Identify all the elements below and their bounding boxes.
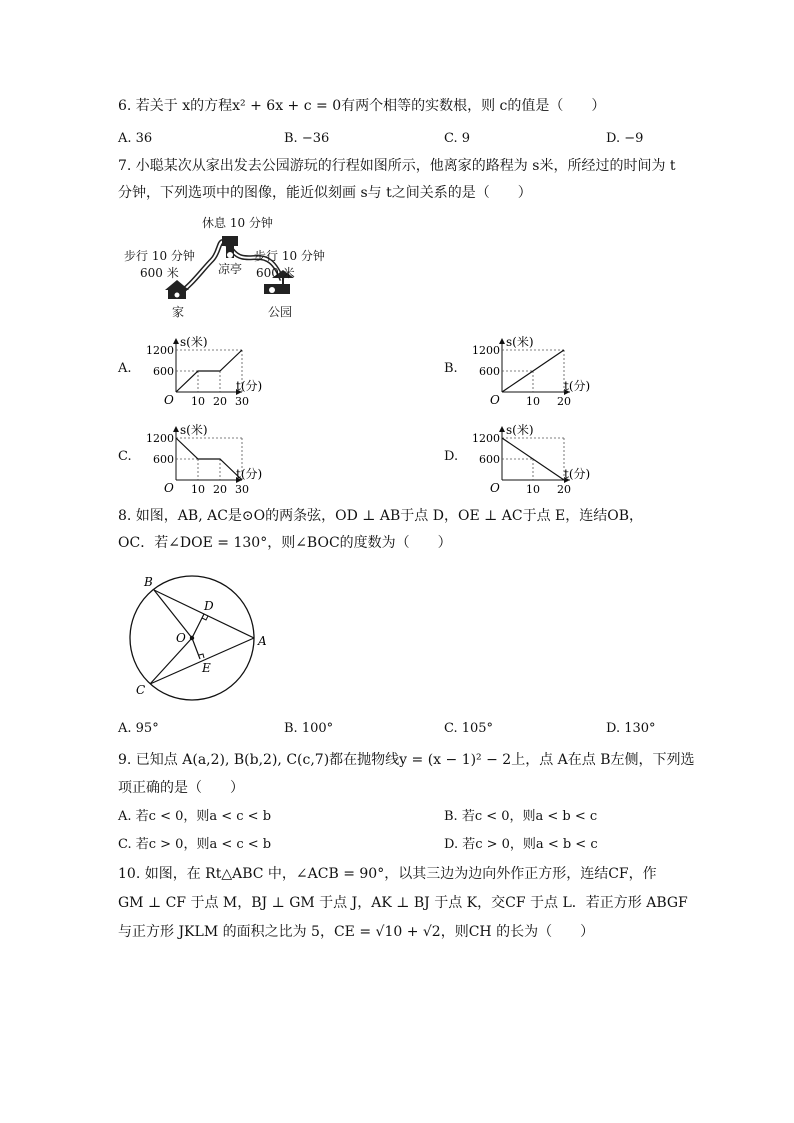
x-tick-label: 20 — [557, 483, 571, 496]
q10-stem-line2: GM ⊥ CF 于点 M，BJ ⊥ GM 于点 J，AK ⊥ BJ 于点 K，交CF 于点 L．若正方形 ABGF — [118, 895, 688, 911]
graph-d-option-label[interactable]: D. — [444, 449, 459, 464]
q6-stem: 6. 若关于 x的方程x² + 6x + c = 0有两个相等的实数根，则 c的值是（ ） — [118, 98, 606, 114]
y-axis-label: s(米) — [180, 423, 208, 437]
segment-oe — [192, 638, 200, 659]
q6-option-b[interactable]: B. −36 — [284, 131, 330, 146]
x-tick-label: 20 — [213, 483, 227, 496]
q8-option-b[interactable]: B. 100° — [284, 721, 334, 736]
graph-a-option-label[interactable]: A. — [118, 361, 132, 376]
q8-stem-line2: OC．若∠DOE = 130°，则∠BOC的度数为（ ） — [118, 535, 452, 551]
point-a-label: A — [258, 634, 267, 648]
x-tick-label: 20 — [213, 395, 227, 408]
x-tick-label: 10 — [526, 483, 540, 496]
origin-label: O — [490, 393, 500, 407]
q7-stem-line2: 分钟，下列选项中的图像，能近似刻画 s与 t之间关系的是（ ） — [118, 185, 532, 201]
y-tick-label: 600 — [153, 365, 174, 378]
route-rest-label: 休息 10 分钟 — [202, 216, 273, 230]
point-d-label: D — [204, 599, 214, 613]
q10-stem-line3: 与正方形 JKLM 的面积之比为 5，CE = √10 + √2，则CH 的长为（ ） — [118, 924, 595, 940]
y-tick-label: 1200 — [472, 432, 500, 445]
y-tick-label: 600 — [479, 453, 500, 466]
q9-option-d[interactable]: D. 若c > 0，则a < b < c — [444, 837, 598, 852]
y-tick-label: 1200 — [472, 344, 500, 357]
point-c-label: C — [136, 683, 146, 697]
x-tick-label: 20 — [557, 395, 571, 408]
q9-stem-line2: 项正确的是（ ） — [118, 780, 244, 796]
route-walk-left-label: 步行 10 分钟 — [124, 249, 195, 263]
route-dist-right-label: 600 米 — [256, 266, 295, 280]
segment-ob — [154, 590, 192, 638]
q6-option-c[interactable]: C. 9 — [444, 131, 471, 146]
graph-b — [466, 334, 596, 406]
y-tick-label: 600 — [153, 453, 174, 466]
graph-d — [466, 422, 596, 494]
q8-option-d[interactable]: D. 130° — [606, 721, 656, 736]
q6-option-d[interactable]: D. −9 — [606, 131, 644, 146]
graph-b-option-label[interactable]: B. — [444, 361, 458, 376]
graph-c — [140, 422, 270, 494]
x-axis-label: t(分) — [564, 379, 591, 393]
y-tick-label: 1200 — [146, 344, 174, 357]
route-walk-right-label: 步行 10 分钟 — [254, 249, 325, 263]
graph-a — [140, 334, 270, 406]
graph-c-option-label[interactable]: C. — [118, 449, 132, 464]
route-home-label: 家 — [172, 305, 185, 319]
x-tick-label: 30 — [235, 395, 249, 408]
x-axis-label: t(分) — [236, 379, 263, 393]
point-o-label: O — [176, 631, 186, 645]
point-e-label: E — [202, 661, 211, 675]
origin-label: O — [164, 393, 174, 407]
center-o — [190, 636, 194, 640]
route-park-label: 公园 — [268, 305, 293, 319]
segment-od — [192, 614, 204, 638]
x-tick-label: 10 — [191, 483, 205, 496]
q9-stem-line1: 9. 已知点 A(a,2), B(b,2), C(c,7)都在抛物线y = (x − 1)² − 2上，点 A在点 B左侧，下列选 — [118, 752, 695, 768]
x-axis-label: t(分) — [236, 467, 263, 481]
y-axis-label: s(米) — [506, 335, 534, 349]
origin-label: O — [490, 481, 500, 495]
x-tick-label: 10 — [526, 395, 540, 408]
q6-option-a[interactable]: A. 36 — [118, 131, 153, 146]
origin-label: O — [164, 481, 174, 495]
y-axis-label: s(米) — [506, 423, 534, 437]
y-tick-label: 1200 — [146, 432, 174, 445]
x-axis-label: t(分) — [564, 467, 591, 481]
home-icon — [165, 280, 189, 299]
q8-option-c[interactable]: C. 105° — [444, 721, 494, 736]
route-pavilion-label: 凉亭 — [218, 262, 243, 276]
circle-figure — [120, 570, 270, 710]
q8-stem-line1: 8. 如图，AB, AC是⊙O的两条弦，OD ⊥ AB于点 D，OE ⊥ AC于点 E，连结OB， — [118, 508, 643, 524]
point-b-label: B — [144, 575, 153, 589]
x-tick-label: 30 — [235, 483, 249, 496]
q7-stem-line1: 7. 小聪某次从家出发去公园游玩的行程如图所示，他离家的路程为 s米，所经过的时间为 t — [118, 158, 676, 174]
q10-stem-line1: 10. 如图，在 Rt△ABC 中，∠ACB = 90°，以其三边为边向外作正方形，连结CF，作 — [118, 866, 657, 882]
q9-option-b[interactable]: B. 若c < 0，则a < b < c — [444, 809, 598, 824]
q9-option-c[interactable]: C. 若c > 0，则a < c < b — [118, 837, 272, 852]
q8-option-a[interactable]: A. 95° — [118, 721, 159, 736]
y-tick-label: 600 — [479, 365, 500, 378]
route-dist-left-label: 600 米 — [140, 266, 179, 280]
y-axis-label: s(米) — [180, 335, 208, 349]
q9-option-a[interactable]: A. 若c < 0，则a < c < b — [118, 809, 272, 824]
x-tick-label: 10 — [191, 395, 205, 408]
